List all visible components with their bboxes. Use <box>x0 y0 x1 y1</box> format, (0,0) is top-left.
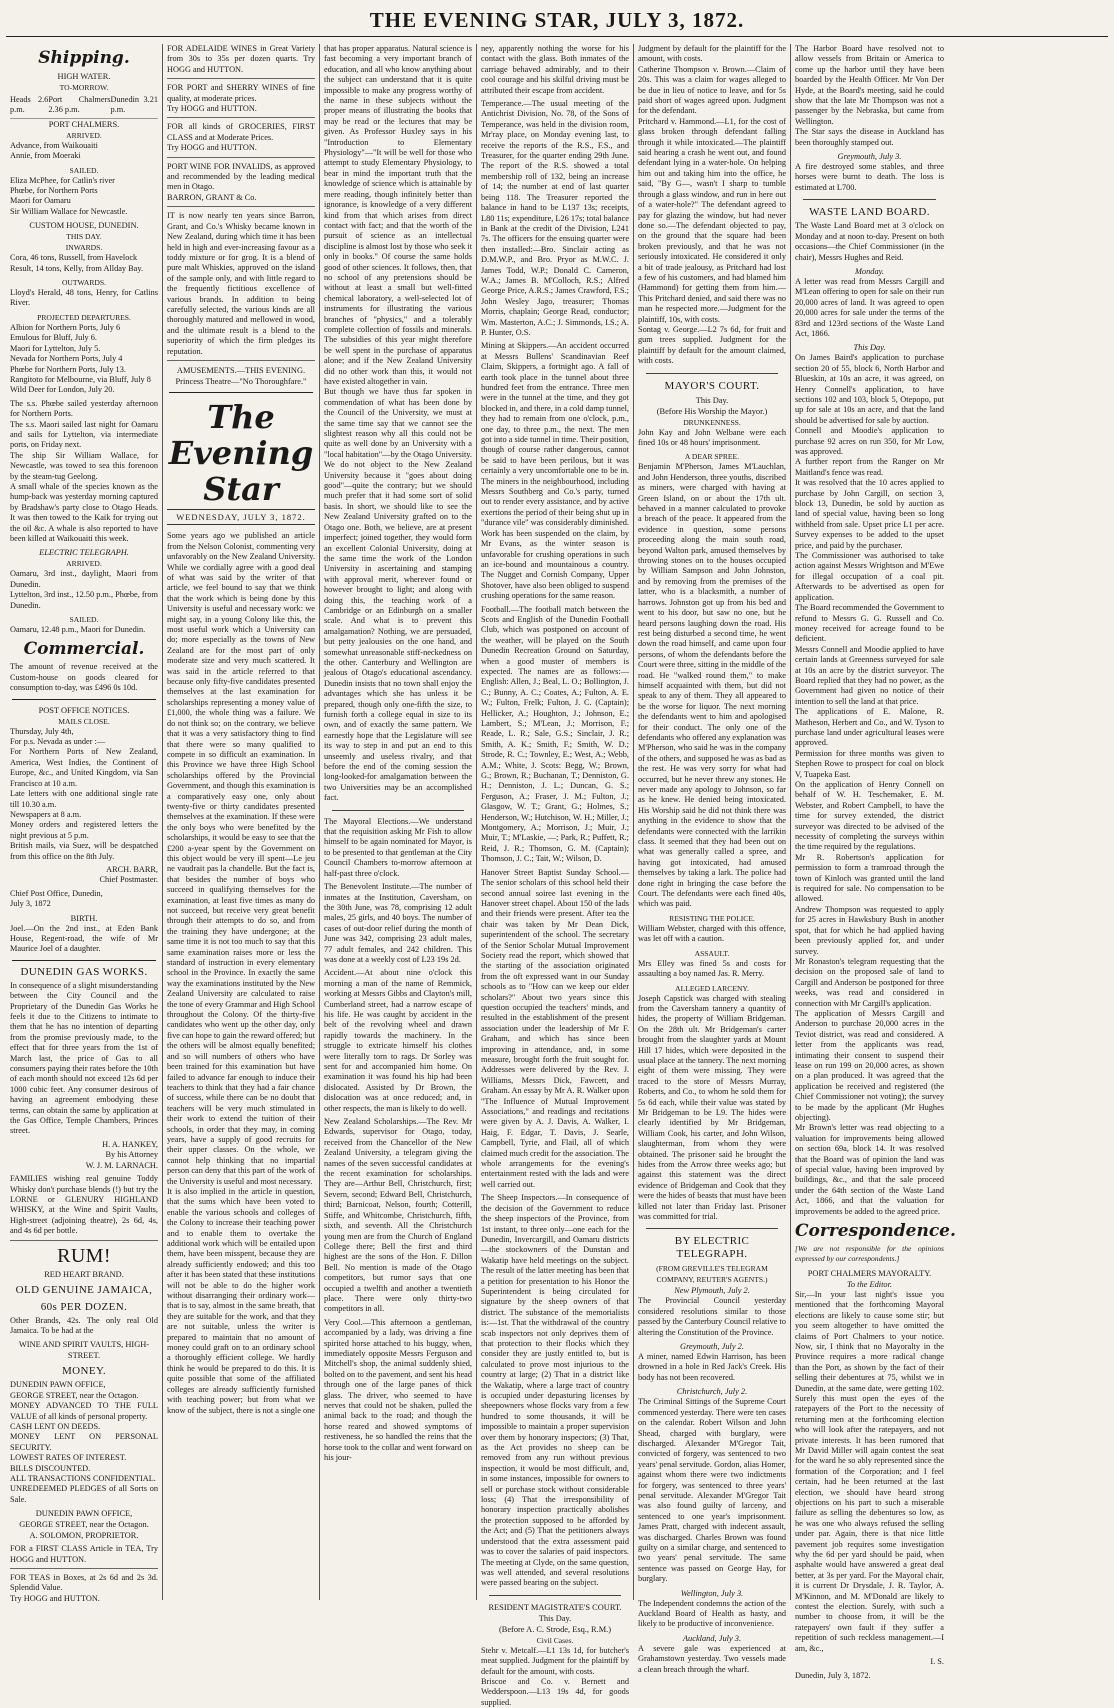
grey-item-2: A fire destroyed some stables, and three horses were burnt to death. The loss is estimated at L700. <box>795 162 947 192</box>
mayoral-item: The Mayoral Elections.—We understand that the requisition asking Mr Fish to allow himself to be again nominated for Mayor, is to be presented to that gentleman at the City Council Chambers to-morrow afternoon at half-past three o'clock. <box>324 816 475 878</box>
today-item: On James Baird's application to purchase section 20 of 55, block 6, North Harbor and Blueskin, at 10s an acre, it was agreed, on Henry Connell's application, to have sections 102 and 103, block 5, Otepopo, put up for sale at 10s an acre, and that the land should be advertised for sale by auction. Connell and Moodie's application to purchase 92 acres on run 350, for Mr Low, was approved. A further report from the Ranger on Mr Maitland's fence was read. It was resolved that the 10 acres applied to purchase by John Cargill, on section 3, block 13, Dunedin, be sold by auction as land of special value, having been so long withheld from sale. Upset price L1 per acre. Survey expenses to be added to the upset price, and paid by the purchaser. The Commissioner was authorised to take action against Messrs Wrightson and M'Ewe for illegal occupation of a coal pit. Afterwards to be advertised as open for application. The Board recommended the Government to refund to Messrs G. G. Russell and Co. money received for acreage found to be deficient. Messrs Connell and Moodie applied to have certain lands at Greenness surveyed for sale at 10s an acre by the district surveyor. The Board replied that they had no power, as the Government had given no notice of their intention to sell the land at that price. The applications of E. Malone, R. Matheson, Herbert and Co., and W. Tyson to purchase land under agricultural leases were approved. Permission for three months was given to Stephen Rowe to prospect for coal on block V, Tuapeka East. On the application of Henry Connell on behalf of W. H. Teschemaker, E. M. Webster, and Robert Campbell, to have the time for survey extended, the district surveyor was directed to be advised of the necessity of completing the surveys within the time required by the regulations. Mr R. Robertson's application for permission to form a tramroad through the town of Kinloch was granted until the land is required for sale. No compensation to be allowed. Andrew Thompson was requested to apply for 25 acres in Hawksbury Bush in another spot, that for which he had applied having been previously applied for, and under survey. Mr Ronaston's telegram requesting that the decision on the proposed sale of land to Cargill and Anderson be postponed for three weeks, was read and considered in connection with Mr Cargill's application. The application of Messrs Cargill and Anderson to purchase 20,000 acres in the Teviot district, was read and considered. A letter from the applicants was read, intimating their consent to suspend their lease on run 199 on 20,000 acres, as shown on a plan produced. It was agreed that the application be received and registered (the Chief Commissioner not voting); the survey to be made by the applicant (Mr Hughes objecting). Mr Brown's letter was read objecting to a valuation for improvements being allowed on section 69a, block 14. It was resolved that the Board was of opinion the land was of special value, having been improved by buildings, &c., and that the sale proceed under the 64th section of the Waste Land Act, 1866, and that the valuation for improvements be added to the agreed price. <box>795 353 944 1216</box>
sailed-heading: SAILED. <box>69 165 99 175</box>
grey-dateline: Greymouth, July 2. <box>680 1342 744 1352</box>
post-notices: Thursday, July 4th, For p.s. Nevada as under :— For Northern Ports of New Zealand, America, West Indies, the Continent of Europe, &c., and United Kingdom, via San Francisco at 10 a.m. Late letters with one additional single rate till 10.30 a.m. Newspapers at 8 a.m. Money orders and registered letters the night previous at 5 p.m. British mails, via Suez, will be despatched from this office on the 8th July. <box>10 726 158 861</box>
telegraph-source: (FROM GREVILLE'S TELEGRAM COMPANY, REUTER'S AGENTS.) <box>656 1264 768 1285</box>
dateline: WEDNESDAY, JULY 3, 1872. <box>167 509 315 525</box>
mails-heading: MAILS CLOSE. <box>58 716 110 726</box>
birth-heading: BIRTH. <box>70 913 98 923</box>
arrived-heading: ARRIVED. <box>66 130 102 140</box>
chch-dateline: Christchurch, July 2. <box>676 1387 748 1397</box>
columns <box>6 44 1108 1707</box>
rum-body: Other Brands, 42s. The only real Old Jamaica. To be had at the <box>10 1315 161 1335</box>
sailed-list: Eliza McPhee, for Catlin's river Phœbe, for Northern Ports Maori for Oamaru Sir William Wallace for Newcastle. <box>10 175 128 216</box>
letter-body: Sir,—In your last night's issue you mentioned that the forthcoming Mayoral elections are likely to cause some stir; but you seem altogether to have omitted the claims of Port Chalmers to your notice. Now, sir, I think that no Mayoralty in the Province requires a more radical change than the Port, as shown by the fact of their selling their debentures at 75, whilst we in Dunedin, at the same date, were getting 102. Surely this must open the eyes of the ratepayers of the Port to the necessity of returning men at the forthcoming election who will look after the ratepayers, and not private interests. It has been rumored that Mr David Miller will again contest the seat for the ward he so ably represented since the formation of the Corporation; and I feel certain, had he been returned at the last election, we should have heard strong objections on his part to such a miserable failure as selling the debentures so low, as he was one who always refused the selling under par. Again, there is that nice little pavement job requires some investigation why the 6d per yard should be paid, when asphalte would have answered a great deal better, at 3s per yard. For the Mayoral chair, it is current Dr Drysdale, J. R. Taylor, A. M'Kinnon, and M. M'Donald are likely to contest the election. Surely, with such a number to choose from, it will be the ratepayers' own fault if they suffer a repetition of such reckless management.—I am, &c., <box>795 1289 947 1653</box>
money-heading: MONEY. <box>61 1365 107 1378</box>
larceny-item: Joseph Capstick was charged with stealing from the Caversham tannery a quantity of hides, the property of William Bridgeman. On the 28th ult. Mr Bridgeman's carter brought from the slaughter yards at Mount Hill 17 hides, which were deposited in the usual place at the tannery. The next morning eight of them were missing. They were traced to the store of Messrs Murray, Roberts, and Co., to whom he sold them for 5s 6d each, while their value was stated by Mr Bridgeman to be L9. The hides were clearly identified by Mr Bridgeman, William Cook, his carter, and John Wilson, slaughterman, from whom they were obtained. The prisoner said he brought the hides from the Arrow three weeks ago; but against this statement was the direct evidence of Bridgeman and Cook that they were the hides of beasts that must have been killed not later than Friday last. Prisoner was committed for trial. <box>638 993 789 1222</box>
divider <box>12 960 156 961</box>
accident-item: Accident.—At about nine o'clock this morning a man of the name of Remmick, working at Messrs Gibbs and Clayton's mill, Cumberland street, had a narrow escape of his life. He was caught by accident in the belt of the revolving wheel and drawn rapidly towards the machinery. In the struggle to extricate himself his clothes were literally torn to rags. Dr Sorley was sent for and accompanied him home. On examination it was found his hip had been dislocated. Assisted by Dr Brown, the dislocation was at once reduced; and, in other respects, the man is likely to do well. <box>324 968 475 1113</box>
header-rule <box>6 36 1108 37</box>
rum-heading: RUM! <box>57 1244 111 1267</box>
divider <box>332 810 464 811</box>
auck-dateline: Auckland, July 3. <box>682 1633 742 1643</box>
divider <box>646 1228 778 1229</box>
monday-item: A letter was read from Messrs Cargill and M'Lean offering to open for sale on their run 20,000 acres of land. It was agreed to open 20,000 acres for sale under the terms of the 83rd and 123rd sections of the Waste Land Act, 1866. <box>795 276 947 338</box>
letter-date: Dunedin, July 3, 1872. <box>795 1670 871 1680</box>
spree-heading: A DEAR SPREE. <box>684 452 740 462</box>
editorial: Some years ago we published an article from the Nelson Colonist, commenting very unfavorably on the New Zealand University. While we cordially agree with a good deal of what was said by the writer of that article, we feel bound to say that we think that the work which is being done by this University is useful and necessary work: we might say, in a young Colony like this, the most useful work which a University can do; more especially as the towns of New Zealand are for the most part of only moderate size and very much scattered. It was said in the article referred to that because only fifty-five candidates presented themselves at the last examination for scholarships representing a money value of £1,000, the whole thing was a failure. We do not think so; on the contrary, we believe that it was a very satisfactory thing to find that there were so many qualified to compete in so difficult an examination. In this Province we have three High School scholarships offered by the Provincial Government, and though this examination is a comparatively easy one, only about twenty-five or thirty candidates presented themselves at the examination. If these were the only boys who were benefited by the scholarships, it would be easy to see that the £200 a-year spent by the Government on this object would be very ill spent—Le jeu ne vaudrait pas la chandelle. But the fact is, that besides the number of boys who succeed in qualifying themselves for the examination, at least five times as many do not succeed, but receive very great benefit through their attempts to do so, and from the training they have undergone; at the same time it is not too much to say that this same examination raises more or less the standard of instruction in every elementary school in the Province. In exactly the same way the examinations instituted by the New Zealand University are calculated to raise the tone of every Grammar and High School throughout the Colony. Of the thirty-five candidates who went up the other day, only five can hope to gain the reward offered; but the others will be almost equally benefited; and so will numbers of others who have been trained for this examination but have failed to advance far enough to induce their teachers to think that they had a fair chance of success, while there can be no doubt that teachers will be very much stimulated in their work to extend the tuition of their schools, in order that they may, in coming years, have a supply of good recruits for their upper classes. On the whole, we cannot help thinking that no impartial person can deny that this part of the work of the University is useful and most necessary. It is also implied in the article in question, that the sums which have been voted to enable the various schools and colleges of the Colony to increase their teaching power and to enable them to overtake the additional work which will be entailed upon them, have been misspent, because they are already sufficiently endowed; and this too after it has been stated that these institutions will not be able to do the higher work without disarranging their ordinary work—that is to say, almost in the same breath, that they are suitable for the work, and that they are not suitable, unless the writer is prepared to maintain that no amount of money could graft on to an ordinary school a thoroughly efficient college. We hardly think he would be prepared to do this. It is quite possible that some of the affiliated colleges are already sufficiently furnished with teaching power; but from what we know of the subject, there is not a single one <box>167 531 315 1415</box>
gas-notice: In consequence of a slight misunderstanding between the City Council and the Proprietary of the Dunedin Gas Works he feels it due to the Citizens to intimate to them that he has no intention of departing from the promise previously made, to the effect that for three years from the 1st of March last, the price of Gas to all consumers paying their rates before the 10th of each month should not exceed 12s 6d per 1000 cubic feet. Any consumer desirous of having an agreement embodying these terms, can obtain the same by application at the Gas Office, Temple Chambers, Princes street. <box>10 980 161 1136</box>
gas-signature: H. A. HANKEY, By his Attorney W. J. M. LARNACH. <box>85 1139 158 1170</box>
pawn-ad: DUNEDIN PAWN OFFICE, GEORGE STREET, near the Octagon. MONEY ADVANCED TO THE FULL VALUE of all kinds of personal property. CASH LENT ON DEEDS. MONEY LENT ON PERSONAL SECURITY. LOWEST RATES OF INTEREST. BILLS DISCOUNTED. ALL TRANSACTIONS CONFIDENTIAL. UNREDEEMED PLEDGES of all Sorts on Sale. <box>10 1380 158 1504</box>
tide-dunedin: Dunedin 3.21 p.m. <box>110 95 159 115</box>
post-heading: POST OFFICE NOTICES. <box>38 705 130 715</box>
mayor-court-heading: MAYOR'S COURT. <box>664 379 760 392</box>
auck-item: A severe gale was experienced at Grahamstown yesterday. Two vessels made a clean breach through the wharf. <box>638 1643 789 1674</box>
today-heading: This Day. <box>853 343 886 353</box>
projected-heading: PROJECTED DEPARTURES. <box>37 312 131 322</box>
spree-item: Benjamin M'Pherson, James M'Lauchlan, and John Henderson, three youths, discribed as miners, were charged with having at Green Island, on or about the 17th ult. behaved in a manner calculated to provoke a breach of the peace. It appeared from the evidence in question, some persons proceeding along the main south road, beyond Walton park, amused themselves by throwing stones on to the houses occupied by William Sampson and John Johnston, and by removing from the premises of the latter, who is a blacksmith, a number of harrows. Johnston got up from his bed and went to his door, but saw no one, but he heard persons laughing down the road. His rest being disturbed a second time, he went down the road himself, and came upon four persons, of whom the defendants before the Court were three, sitting in the middle of the road. He "walked round them," to make himself acquainted with them, but did not speak to any of them. They all appeared to be the worse for liquor. The next morning the defendants went to him and apologised for their conduct. The only one of the defendants who offered any explanation was M'Pherson, who said he was in the company of the others, and supposed he was as bad as the rest. He was very sorry for what had occurred, but he never threw any stones. He never made any apology to Johnson, so far as he knew. He denied being intoxicated. His Worship said he did not think there was anything in the evidence to show that the defendants were connected with the larrikin class. It seemed that they had been out on what was generally called a spree, and having got intoxicated, had amused themselves by taking a lark. The police had done right in bringing the case before the Court. The defendants were each fined 40s, which was paid. <box>638 462 789 909</box>
tide-port: Port Chalmers 2.36 p.m. <box>48 95 111 115</box>
assault-heading: ASSAULT. <box>694 948 730 958</box>
rm-court-before: (Before A. C. Strode, Esq., R.M.) <box>498 1624 612 1634</box>
outwards-list: Lloyd's Herald, 48 tons, Henry, for Catlins River. <box>10 288 161 308</box>
mining-item: Mining at Skippers.—An accident occurred at Messrs Bullens' Scandinavian Reef Claim, Skippers, a fortnight ago. A fall of earth took place in the tunnel about three hundred feet from the entrance. Three men were in the tunnel at the time, and they got blocked in, and there, in a cold damp tunnel, they had to remain from one o'clock, p.m., one day, to three p.m., the next. The men got into a side tunnel in time. Their position, though of course rather dangerous, cannot be said to have been perilous, but it was certainly a very uncomfortable one to be in. The miners in the neighbourhood, including Messrs Southberg and Co.'s party, turned out to render every assistance, and by active exertions the period of their being shut up in "durance vile" was considerably diminished. Work has been suspended on the claim, by Mr Evans, as the winter season is unfavorable for crushing operations in such an ice-bound and mountainous a country. The Nugget and Cornish Company, Upper Shotover, have also been obliged to suspend crushing operations for the same reason. <box>481 341 632 601</box>
pawn-ad-2: DUNEDIN PAWN OFFICE, GEORGE STREET, near the Octagon. A. SOLOMON, PROPRIETOR. <box>19 1509 149 1541</box>
revenue-note: The amount of revenue received at the Custom-house on goods cleared for consumption to-day, was £496 0s 10d. <box>10 662 161 693</box>
divider <box>803 199 936 200</box>
sheep-item: The Sheep Inspectors.—In consequence of the decision of the Government to reduce the sheep inspectors of the Province, from 1st instant, to three only—one each for the Dunedin, Invercargill, and Oamaru districts—the stockowners of the Dunstan and Wakatip have held meetings on the subject. The result of the latter meeting has been that a petition for presentation to his Honor the Superintendent is being circulated for signature by the sheep owners of that district. The substance of the memorialists is:—1st. That the withdrawal of the country scab inspectors not only deprives them of that protection to their flocks which they consider they are justly entitled to, but is calculated to prove most injurious to the country at large; (2) That in a district like the Wakatip, where a large tract of country is occupied under depasturing licenses by sheepowners whose flocks vary from a few hundred to some thousands, it will be impossible to maintain a proper supervision over them by honorary inspectors; (3) That, as the Act provides no sheep can be removed from any run without previous inspection, it would be most difficult, and, in some instances, impossible for owners to sell or purchase stock without considerable loss; (4) That the irresponsibility of honorary inspection practically abolishes the protection supposed to be afforded by the Act; and (5) That the petitioners always understood that the extra assessment paid was to cover the salaries of paid inspectors. The meeting at Clyde, on the same question, was well attended, and several resolutions were passed bearing on the subject. <box>481 1193 632 1588</box>
larceny-heading: ALLEGED LARCENY. <box>675 983 749 993</box>
civil-cases: Stehr v. Metcalf.—L1 13s 1d, for butcher's meat supplied. Judgment for the plaintiff by default for the amount, with costs. Briscoe and Co. v. Bernett and Wedderspoon.—L13 19s 4d, for goods supplied. <box>481 1645 629 1707</box>
telegraph-heading: BY ELECTRIC TELEGRAPH. <box>674 1235 750 1261</box>
adelaide-wine-ad: FOR ADELAIDE WINES in Great Variety from 30s to 35s per dozen quarts. Try HOGG and HUTTON. <box>167 44 315 79</box>
letter-salutation: To the Editor. <box>846 1279 893 1289</box>
np-dateline: New Plymouth, July 2. <box>674 1286 750 1296</box>
police-item: William Webster, charged with this offence, was let off with a caution. <box>638 923 789 944</box>
rum-brand: RED HEART BRAND. <box>44 1269 124 1279</box>
np-item: The Provincial Council yesterday considered resolutions similar to those passed by the Canterbury Council relative to altering the Constitution of the Province. <box>638 1296 789 1337</box>
outwards-heading: OUTWARDS. <box>61 278 107 288</box>
customs-day: THIS DAY. <box>66 232 102 242</box>
football-item: Football.—The football match between the Scots and English of the Dunedin Football Club, which was postponed on account of the weather, will be played on the South Dunedin Recreation Ground on Saturday, when a good muster of members is expected. The names are as follows:—English: Allen, J.; Beal, L. O.; Bollington, J. C.; Bunny, A. C.; Coates, A.; Fulton, A. E. W.; Fulton, Frelk; Fulton, J. C. (Captain); Hellicker, A.; Houghton, J.; Johnson, E.; Lambert, S.; M'Lean, J.; Morrison, F.; Reade, L. R.; Sale, G.S.; Sinclair, J. R.; Smith, A. K.; Smith, F.; Smith, W. D.; Strode, R. C.; Townley, E.; West, A.; Webb, A.M.; White, J. Scots: Begg, W.; Brown, G.; Brown, R.; Buchanan, T.; Denniston, G. H.; Denniston, J. L.; Duncan, G. S.; Ferguson, A.; Fraser, J. M.; Fulton, J.; Glasgow, W. T.; Grant, G.; Holmes, S.; Henderson, W.; Hutchison, W. H.; Miller, J.; Montgomery, A.; Morrison, J.; Muir, J.; Muir, T.; M'Laskie, —; Park, R.; Puffett, R.; Reid, J. R.; Thomson, G. M. (Captain); Thomson, J. C.; Tait, W.; Wilson, D. <box>481 604 632 864</box>
masthead: The Evening Star <box>168 397 314 508</box>
correspondence-heading: Correspondence. <box>795 1221 956 1242</box>
divider <box>169 392 313 393</box>
telegraph-continued: The Harbor Board have resolved not to allow vessels from Britain or America to come up the harbor until they have been boarded by the Health Officer. Mr Von Der Hyde, at the Board's meeting, said he could show that the late Mr Thompson was not a passenger by the Nebraska, but came from Wellington. The Star says the disease in Auckland has been thoroughly stamped out. <box>795 44 944 147</box>
column-4 <box>477 44 634 1707</box>
grey-item: A miner, named Edwin Harrison, has been drowned in a hole in Red Jack's Creek. His body has not been recovered. <box>638 1352 789 1382</box>
groceries-ad: FOR all kinds of GROCERIES, FIRST CLASS and at Moderate Prices. Try HOGG and HUTTON. <box>167 122 315 157</box>
shipping-heading: Shipping. <box>38 48 130 68</box>
page-title: THE EVENING STAR, JULY 3, 1872. <box>369 8 745 32</box>
whisky-blend-ad: IT is now nearly ten years since Barron, Grant, and Co.'s Whisky became known in New Zealand, during which time it has been held in high and ever-increasing favour as a toddy mixture or for grog. It is a blend of pure malt Whiskies, approved on the island of the sample only, and with little regard to the frequently fictitious excellence of various brands. In addition to being carefully selected, the various kinds are all thoroughly matured and mellowed in wood, and the ultimate result is a blend to the superiority of which the firm pledges its reputation. <box>167 211 315 361</box>
high-water-heading: HIGH WATER. <box>57 72 111 81</box>
drunkenness-item: John Kay and John Welbane were each fined 10s or 48 hours' imprisonment. <box>638 427 789 447</box>
rm-court-heading: RESIDENT MAGISTRATE'S COURT. <box>488 1602 622 1612</box>
divider <box>12 699 156 700</box>
baptist-item: Hanover Street Baptist Sunday School.—The senior scholars of this school held their second annual soiree last evening in the Hanover street chapel. About 150 of the lads and their friends were present. After tea the chair was taken by Mr Dean Dick, superintendent of the school. The secretary of the Senior Scholar Mutual Improvement Society read the report, which showed that the starting of the association originated from the oft expressed want in our Sunday schools as to "How can we keep our elder scholars?" About two years since this question occupied the teachers' minds, and resulted in the establishment of the present association under the leadership of Mr F. Graham, and which has since been improving in attendance, and, in some measure, brought forth the fruit sought for. Addresses were delivered by the Rev. J. Williams, Messrs Dick, Fawcett, and Graham. An essay by Mr A. R. Walker upon "The Influence of Mutual Improvement Associations," and readings and recitations were given by A. J. Davis, A. Walker, I. Haig, F. Edgar, T. Davis, J. Searle, Campbell, Tyrie, and Flail, all of which claimed much credit for the association. The whole arrangements for the evening's entertainment rested with the lads and were well carried out. <box>481 867 632 1189</box>
rum-price: 60s PER DOZEN. <box>40 1300 128 1313</box>
whisky-ad: FAMILIES wishing real genuine Toddy Whisky don't purchase blends (!) but try the LORNE or GLENURY HIGHLAND WHISKY, at the Wine and Spirit Vaults, High-street (adjoining theatre), 2s 6d, 4s, and 4s 6d per bottle. <box>10 1174 158 1240</box>
tide-table <box>10 93 158 119</box>
waste-land-intro: The Waste Land Board met at 3 o'clock on Monday and at noon to-day. Present on both occasions—the Chief Commissioner (in the chair), Messrs Hughes and Reid. <box>795 221 947 262</box>
tea-ad-2: FOR TEAS in Boxes, at 2s 6d and 2s 3d. Splendid Value. Try HOGG and HUTTON. <box>10 1573 158 1603</box>
port-heading: PORT CHALMERS. <box>48 119 120 129</box>
chch-item: The Criminal Sittings of the Supreme Court commenced yesterday. There were ten cases on the calendar. Robert Wilson and John Shead, charged with burglary, were discharged. Alexander M'Gregor Tait, convicted of forgery, was sentenced to two years' penal servitude. Gordon, alias Homer, against whom there were two indictments for forgery, was sentenced to three years' penal servitude. Alexander M'Gregor Tait was also found guilty of larceny, and sentenced to one year's imprisonment. James Pratt, charged with indecent assault, was discharged. Charles Brown was found guilty on a similar charge, and sentenced to two years' penal servitude. The same sentence was passed on George Hay, for burglary. <box>638 1397 789 1584</box>
tel-sailed-heading: SAILED. <box>69 615 99 625</box>
monday-heading: Monday. <box>854 266 885 276</box>
wel-dateline: Wellington, July 3. <box>680 1588 744 1598</box>
port-sherry-ad: FOR PORT and SHERRY WINES of fine quality, at moderate prices. Try HOGG and HUTTON. <box>167 83 315 118</box>
column-3 <box>320 44 477 1600</box>
port-wine-ad: PORT WINE FOR INVALIDS, as approved and recommended by the leading medical men in Otago. BARRON, GRANT & Co. <box>167 162 315 208</box>
page-header <box>0 8 1114 48</box>
column-6 <box>791 44 956 1680</box>
gas-heading: DUNEDIN GAS WORKS. <box>20 965 148 978</box>
post-date: Chief Post Office, Dunedin, July 3, 1872 <box>10 888 103 909</box>
commercial-heading: Commercial. <box>23 639 145 660</box>
shipping-notes: The s.s. Phœbe sailed yesterday afternoon for Northern Ports. The s.s. Maori sailed last night for Oamaru and sails for Lyttelton, via intermediate ports, on Friday next. The ship Sir William Wallace, for Newcastle, was towed to sea this forenoon by the steam-tug Geelong. A small whale of the species known as the hump-back was yesterday morning captured by Bradshaw's party close to Otago Heads. It was then towed to the Kaik for trying out the oil &c. A whale is also reported to have been killed at Waikouaiti this week. <box>10 398 158 543</box>
tel-arrived-heading: ARRIVED. <box>66 559 102 569</box>
tomorrow-label: TO-MORROW. <box>59 83 109 92</box>
assault-item: Mrs Elley was fined 5s and costs for assaulting a boy named Jas. R. Merry. <box>638 958 789 979</box>
divider <box>489 1595 621 1596</box>
projected-list: Albion for Northern Ports, July 6 Emulous for Bluff, July 6. Maori for Lyttelton, July 5. Nevada for Northern Ports, July 4 Phœbe for Northern Ports, July 13. Rangitoto for Melbourne, via Bluff, July 8 Wild Deer for London, July 20. <box>10 322 151 395</box>
tel-sailed: Oamaru, 12.48 p.m., Maori for Dunedin. <box>10 625 146 635</box>
tel-arrived: Oamaru, 3rd inst., daylight, Maori from Dunedin. Lyttelton, 3rd inst., 12.50 p.m., Phœbe, from Dunedin. <box>10 569 158 610</box>
benevolent-item: The Benevolent Institute.—The number of inmates at the Institution, Caversham, on the 30th June, was 78, comprising 12 adult males, 25 girls, and 40 boys. The number of cases of out-door relief during the month of June was 342, comprising 23 adult males, 77 adult females, and 242 children. This was done at a weekly cost of L23 19s 2d. <box>324 882 475 964</box>
arrived-list: Advance, from Waikouaiti Annie, from Moeraki <box>10 140 98 161</box>
divider <box>646 373 778 374</box>
mayor-court-day: This Day. <box>695 395 729 405</box>
birth-notice: Joel.—On the 2nd inst., at Eden Bank House, Regent-road, the wife of Mr Maurice Joel of a daughter. <box>10 923 161 954</box>
column-1 <box>6 44 163 1603</box>
very-cool-continued: ney, apparently nothing the worse for his contact with the glass. Both inmates of the carriage behaved admirably, and to their cool courage and his skilful driving must be attributed their escape from accident. <box>481 44 632 95</box>
letter-signature: I. S. <box>930 1657 944 1667</box>
jamaica-line: OLD GENUINE JAMAICA, <box>15 1283 153 1296</box>
post-signature: ARCH. BARR, Chief Postmaster. <box>99 864 158 885</box>
wel-item: The Independent condemns the action of the Auckland Board of Health as hasty, and likely to be productive of inconvenience. <box>638 1598 789 1629</box>
very-cool-item: Very Cool.—This afternoon a gentleman, accompanied by a lady, was driving a fine spirited horse attached to his buggy, when, immediately opposite Messrs Ferguson and Mitchell's shop, the animal suddenly shied, bolted on to the pavement, and sent his head through one of the large panes of thick glass. The driver, who seemed to have nerves that could not be shaken, pulled the animal back to the road; and though the horse reared and showed symptoms of restiveness, he so handled the reins that the horse took to the collar and went forward on his jour- <box>324 1317 475 1463</box>
civil-cases-continued: Judgment by default for the plaintiff for the amount, with costs. Catherine Thompson v. Brown.—Claim of 20s. This was a claim for wages alleged to be due in lieu of notice to leave, and for 5s paid short of wages agreed upon. Judgment for the defendant. Pritchard v. Hammond.—L1, for the cost of glass broken through defendant falling through it while intoxicated.—The plaintiff said hearing a crash he went out, and found defendant lying in a water-hole. On helping him out and taking him into the office, he said, "By G—, wasn't I sharp to tumble through a glass window, and run in here out of a water-hole?" The defendant agreed to pay for glazing the window, but had never done so.—The defendant objected to pay, on the ground that the square had been broken previously, and that he was not seriously intoxicated. He considered it only a bit of trade jealousy, as Pritchard had lost a few of his customers, and had blamed him (Hammond) for getting them from him.—This Pritchard denied, and said there was no man he respected more.—Judgment for the plaintiff, 10s, with costs. Sontag v. George.—L2 7s 6d, for fruit and gum trees supplied. Judgment for the plaintiff by default for the amount claimed, with costs. <box>638 44 786 366</box>
inwards-heading: INWARDS. <box>65 243 103 253</box>
letter-heading: PORT CHALMERS MAYORALTY. <box>807 1268 932 1278</box>
tea-ad: FOR a FIRST CLASS Article in TEA, Try HOGG and HUTTON. <box>10 1544 158 1569</box>
inwards-list: Cora, 46 tons, Russell, from Havelock Result, 14 tons, Kelly, from Allday Bay. <box>10 253 144 273</box>
civil-heading: Civil Cases. <box>536 1635 574 1645</box>
police-heading: RESISTING THE POLICE. <box>669 913 755 923</box>
amusements-heading: AMUSEMENTS.—THIS EVENING. <box>176 365 306 375</box>
column-5 <box>634 44 791 1674</box>
correspondence-note: [We are not responsible for the opinions expressed by our correspondents.] <box>795 1244 946 1264</box>
column-2 <box>163 44 320 1600</box>
temperance-item: Temperance.—The usual meeting of the Antichrist Division, No. 78, of the Sons of Temperance, was held in the division room, Mr'ray place, on Monday evening last, to receive the reports of the R.S., F.S., and Treasurer, for the quarter ending 29th June. The report of the R.S. showed a total membership roll of 132, being an increase of 14; the number at end of last quarter being 118. The Treasurer reported the balance in hand to be L137 13s; receipts, L80 11s; expenditure, L26 17s; total balance in Bank at the credit of the Division, L241 7s. The officers for the ensuing quarter were then installed:—Bro. Sinclair acting as D.M.W.P., and Bro. Pryor as M.W.C. J. James Todd, W.P.; Donald C. Cameron, W.A.; James B. M'Colloch, R.S.; Alfred George Price, A.R.S.; James Crawford, F.S.; John Wesley Jago, treasurer; Thomas Morris, chaplain; George Read, conductor; Wm. Masterton, A.C.; J. Simmonds, I.S.; A. P. Hunter, O.S. <box>481 99 632 337</box>
drunkenness-heading: DRUNKENNESS. <box>683 417 741 427</box>
grey-dateline-2: Greymouth, July 3. <box>837 152 902 162</box>
rum-vaults: WINE AND SPIRIT VAULTS, HIGH-STREET. <box>18 1340 150 1361</box>
tide-heads: Heads 2.6 p.m. <box>10 95 49 115</box>
telegraph-heading: ELECTRIC TELEGRAPH. <box>39 548 129 558</box>
customs-heading: CUSTOM HOUSE, DUNEDIN. <box>29 221 139 231</box>
waste-land-heading: WASTE LAND BOARD. <box>809 206 930 219</box>
amusements-listing: Princess Theatre—"No Thoroughfare." <box>175 376 307 386</box>
editorial-continued: that has proper apparatus. Natural science is fast becoming a very important branch of education, and all who know anything about the subject can understand that it is quite impossible to make any progress worthy of the name in these subjects without the proper means of illustrating the books that may be read or the lectures that may be given. As Professor Huxley says in his "Introduction to Elementary Physiology"—"It will be well for those who attempt to study Elementary Physiology, to bear in mind the important truth that the knowledge of science which is attainable by mere reading, though infinitely better than ignorance, is knowledge of a very different kind from that which arises from direct contact with fact; and that the worth of the pursuit of science as an intellectual discipline is almost lost by those who seek it only in books." Of course the same holds good of other sciences. It follows, then, that no school of any pretensions should be without at least a small but well-fitted chemical laboratory, a well-selected lot of instruments for illustrating the various branches of "physics," and a tolerably complete collection of fossils and minerals. The subsidies of this year might therefore be well spent in the purchase of apparatus alone; and if the New Zealand University did no other work than this, it would not have existed altogether in vain. But though we have thus far spoken in commendation of what has been done by the Council of the University, we must at the same time say that we cannot see the slightest reason why all this could not be quite as well done by an University with a "local habitation"—by the Otago University. We do not object to the New Zealand University because it "goes about doing good"—quite the contrary; but we should much prefer that it had some sort of solid basis. In short, we should like to see the New Zealand University grafted on to the Otago one. Both, we believe, are at present imperfect; joined together, they would form an excellent Colonial University, doing at the same time the work of the London University in ascertaining and stamping with approval merit, wherever found or however brought to light; and along with doing this, the teaching work of a Cambridge or an Edinburgh on a smaller scale. And what is to prevent this amalgamation? Nothing, we are persuaded, but petty jealousies on the one hand, and somewhat unreasonable stiff-neckedness on the other. Canterbury and Wellington are jealous of Otago's educational ascendancy. Dunedin insists that no town shall enjoy the advantages which she has unless it be prepared, though only one-fifth the size, to furnish forth a college equal in size to its own, and of exactly the same pattern. We earnestly hope that the Legislature will see its way to step in and put an end to this unseemly and useless rivalry, and that before the end of the coming session the long-looked-for amalgamation between the two Universities may be an accomplished fact. <box>324 44 472 803</box>
mayor-court-before: (Before His Worship the Mayor.) <box>656 406 768 416</box>
scholarships-item: New Zealand Scholarships.—The Rev. Mr Edwards, supervisor for Otago, today, received from the Chancellor of the New Zealand University, a telegram giving the names of the seven successful candidates at the recent examination for scholarships. They are—Arthur Bell, Christchurch, first; Severn, second; Edward Bell, Christchurch, third; Barnicoat, Nelson, fourth; Cotterill, Stiffe, and Whitcombe, Christchurch, fifth, sixth, and seventh. All the Christchurch young men are from the Church of England College there; Bell the first and third highest are the sons of the Hon. F. Dillon Bell. No mention is made of the Otago competitors, but rumor says that one occupied a twelfth and another a twentieth place. There were only thirty-two competitors in all. <box>324 1117 475 1314</box>
rm-court-day: This Day. <box>538 1613 572 1623</box>
